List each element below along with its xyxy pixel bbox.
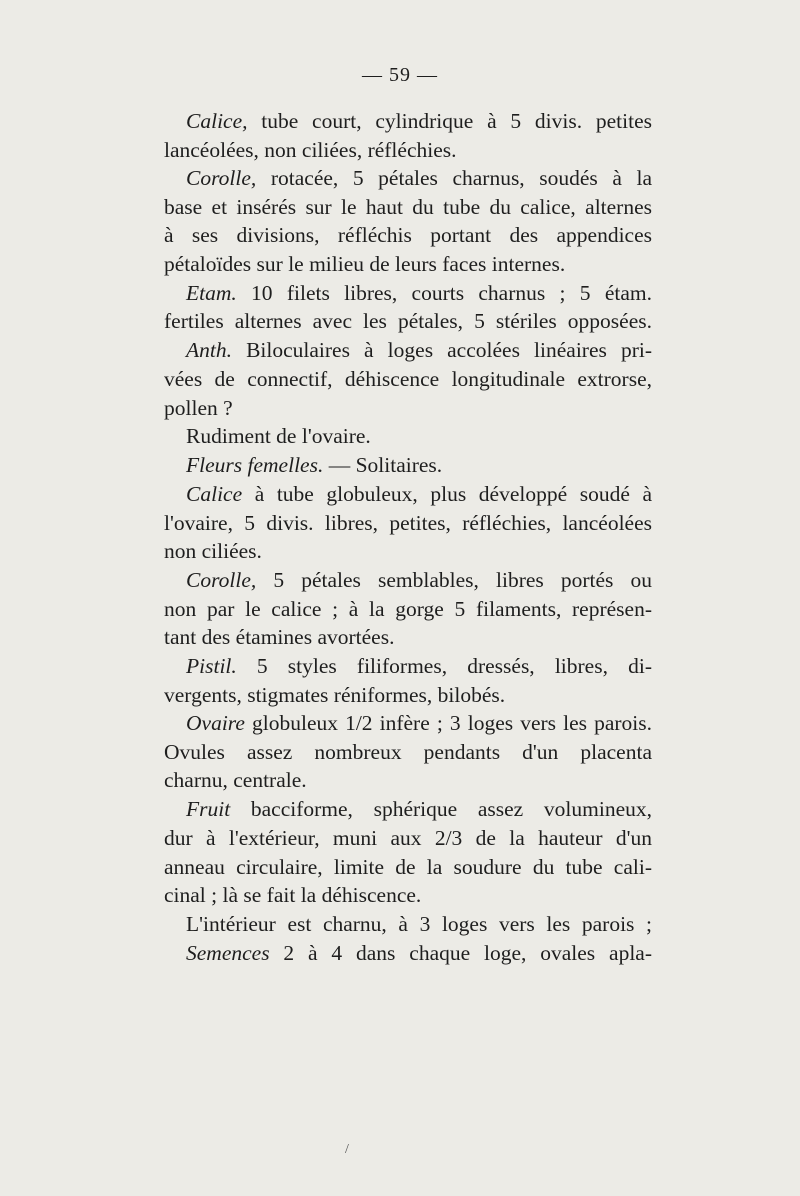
line-text: Rudiment de l'ovaire.: [186, 424, 371, 448]
line-text: bacciforme, sphérique assez volumineux,: [230, 797, 652, 821]
text-line: [164, 136, 652, 165]
line-text: charnu, centrale.: [164, 768, 307, 792]
italic-term: Pistil.: [186, 654, 237, 678]
text-line: [186, 451, 652, 480]
line-text: lancéolées, non ciliées, réfléchies.: [164, 138, 457, 162]
text-line: [186, 709, 652, 738]
italic-term: Corolle,: [186, 166, 257, 190]
bottom-mark: /: [345, 1142, 349, 1157]
text-line: [186, 336, 652, 365]
line-text: Ovules assez nombreux pendants d'un placenta: [164, 740, 652, 764]
line-text: globuleux 1/2 infère ; 3 loges vers les parois.: [244, 711, 652, 735]
text-line: [164, 509, 652, 538]
text-line: [164, 365, 652, 394]
line-text: L'intérieur est charnu, à 3 loges vers les parois ;: [186, 912, 652, 936]
line-text: cinal ; là se fait la déhiscence.: [164, 883, 422, 907]
page-number: — 59 —: [362, 64, 438, 86]
line-text: pétaloïdes sur le milieu de leurs faces internes.: [164, 252, 566, 276]
italic-term: Semences: [186, 941, 270, 965]
text-line: [186, 164, 652, 193]
text-line: [186, 652, 652, 681]
text-line: [164, 766, 652, 795]
line-text: 10 filets libres, courts charnus ; 5 étam.: [236, 281, 652, 305]
line-text: — Solitaires.: [323, 453, 443, 477]
text-line: [164, 681, 652, 710]
line-text: l'ovaire, 5 divis. libres, petites, réfléchies, lancéolées: [164, 511, 652, 535]
text-line: [164, 307, 652, 336]
text-line: [164, 394, 652, 423]
text-line: [164, 623, 652, 652]
italic-term: Calice: [186, 482, 243, 506]
line-text: base et insérés sur le haut du tube du calice, alternes: [164, 195, 652, 219]
italic-term: Anth.: [186, 338, 232, 362]
italic-term: Fruit: [186, 797, 231, 821]
text-line: [186, 939, 652, 968]
text-line: [186, 480, 652, 509]
line-text: 2 à 4 dans chaque loge, ovales apla-: [269, 941, 652, 965]
text-line: [186, 566, 652, 595]
text-line: [164, 853, 652, 882]
text-line: [186, 910, 652, 939]
line-text: tant des étamines avortées.: [164, 625, 395, 649]
line-text: non par le calice ; à la gorge 5 filaments, représen-: [164, 597, 652, 621]
text-line: [164, 537, 652, 566]
text-line: [186, 422, 652, 451]
line-text: Biloculaires à loges accolées linéaires pri-: [231, 338, 652, 362]
line-text: 5 pétales semblables, libres portés ou: [256, 568, 652, 592]
italic-term: Corolle,: [186, 568, 257, 592]
text-line: [164, 824, 652, 853]
italic-term: Fleurs femelles.: [186, 453, 324, 477]
line-text: à ses divisions, réfléchis portant des appendices: [164, 223, 652, 247]
line-text: tube court, cylindrique à 5 divis. petites: [247, 109, 652, 133]
line-text: vergents, stigmates réniformes, bilobés.: [164, 683, 506, 707]
italic-term: Etam.: [186, 281, 237, 305]
line-text: dur à l'extérieur, muni aux 2/3 de la hauteur d'un: [164, 826, 652, 850]
text-line: [164, 881, 652, 910]
line-text: à tube globuleux, plus développé soudé à: [242, 482, 652, 506]
line-text: vées de connectif, déhiscence longitudinale extrorse,: [164, 367, 652, 391]
line-text: pollen ?: [164, 396, 233, 420]
italic-term: Ovaire: [186, 711, 245, 735]
line-text: 5 styles filiformes, dressés, libres, di-: [236, 654, 652, 678]
line-text: rotacée, 5 pétales charnus, soudés à la: [256, 166, 652, 190]
text-line: [164, 221, 652, 250]
line-text: fertiles alternes avec les pétales, 5 stériles opposées.: [164, 309, 652, 333]
text-line: [164, 193, 652, 222]
line-text: anneau circulaire, limite de la soudure du tube cali-: [164, 855, 652, 879]
text-line: [186, 279, 652, 308]
text-line: [186, 795, 652, 824]
text-line: [186, 107, 652, 136]
text-line: [164, 595, 652, 624]
line-text: non ciliées.: [164, 539, 262, 563]
text-line: [164, 250, 652, 279]
text-line: [164, 738, 652, 767]
italic-term: Calice,: [186, 109, 248, 133]
